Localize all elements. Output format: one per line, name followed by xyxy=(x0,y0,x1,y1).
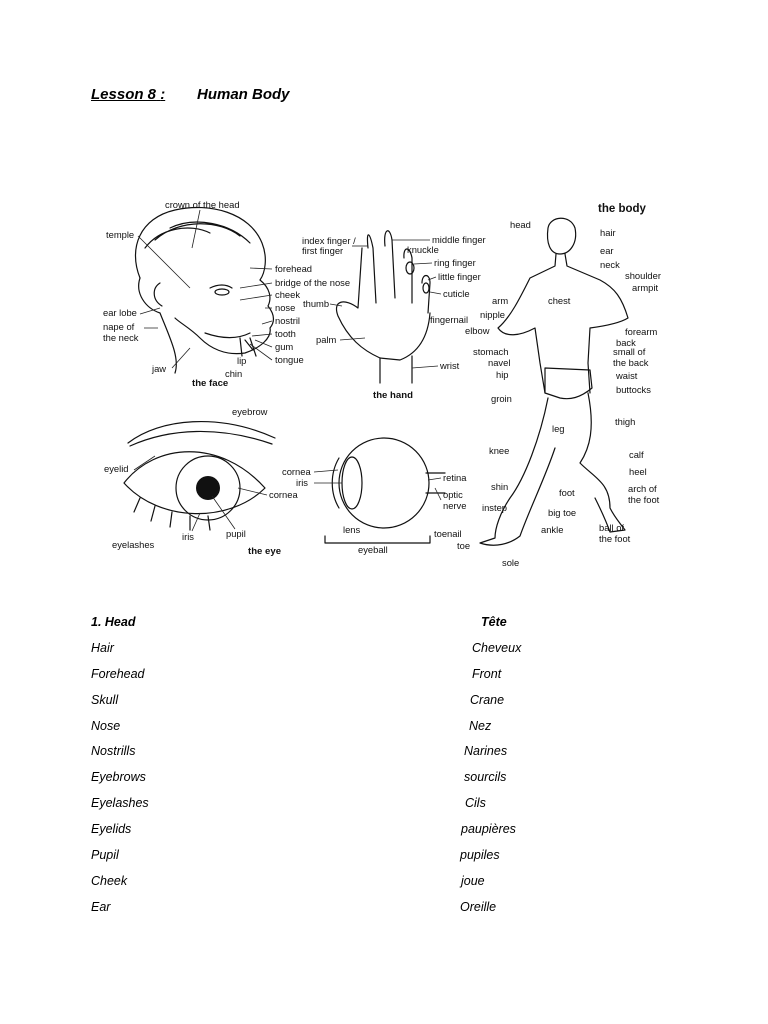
face-label-gum: gum xyxy=(275,341,294,352)
face-label-nape2: the neck xyxy=(103,332,139,343)
body-label-arm: arm xyxy=(492,295,509,306)
body-label-toe: toe xyxy=(457,540,471,551)
hand-label-little: little finger xyxy=(438,271,481,282)
vocab-french: Crane xyxy=(470,693,505,707)
face-label-nostril: nostril xyxy=(275,315,301,326)
body-label-head: head xyxy=(510,219,531,230)
face-drawing xyxy=(103,199,350,389)
body-label-arch1: arch of xyxy=(628,483,657,494)
face-label-nape1: nape of xyxy=(103,321,135,332)
vocab-french: Cheveux xyxy=(472,641,522,655)
vocab-french: Front xyxy=(472,667,502,681)
vocab-french: sourcils xyxy=(464,770,507,784)
body-label-leg: leg xyxy=(552,423,565,434)
vocab-english: Forehead xyxy=(91,667,145,681)
body-label-instep: instep xyxy=(482,502,508,513)
face-label-nose: nose xyxy=(275,302,296,313)
body-label-smallof1: small of xyxy=(613,346,646,357)
body-label-waist: waist xyxy=(616,370,638,381)
eyeball-label-optic: optic xyxy=(443,489,463,500)
body-label-chest: chest xyxy=(548,295,571,306)
face-label-forehead: forehead xyxy=(275,263,313,274)
face-label-crown: crown of the head xyxy=(165,199,240,210)
face-label-tongue: tongue xyxy=(275,354,304,365)
eyeball-label-iris: iris xyxy=(296,477,308,488)
body-label-groin: groin xyxy=(491,393,512,404)
face-label-lip: lip xyxy=(237,355,247,366)
body-label-buttocks: buttocks xyxy=(616,384,651,395)
vocab-heading-french: Tête xyxy=(481,615,507,629)
body-label-shoulder: shoulder xyxy=(625,270,661,281)
hand-label-ring: ring finger xyxy=(434,257,476,268)
hand-label-index2: first finger xyxy=(302,245,344,256)
vocab-english: Skull xyxy=(91,693,119,707)
body-label-ankle: ankle xyxy=(541,524,564,535)
eye-label-iris: iris xyxy=(182,531,194,542)
vocab-french: Nez xyxy=(469,719,492,733)
vocab-english: Eyelids xyxy=(91,822,132,836)
vocab-english: Hair xyxy=(91,641,114,655)
face-label-jaw: jaw xyxy=(152,363,167,374)
body-label-sole: sole xyxy=(502,557,520,568)
vocab-heading-english: 1. Head xyxy=(91,615,136,629)
body-label-neck: neck xyxy=(600,259,620,270)
body-label-bigtoe: big toe xyxy=(548,507,577,518)
eye-caption: the eye xyxy=(248,546,282,557)
vocab-english: Nose xyxy=(91,719,121,733)
face-label-bridge: bridge of the nose xyxy=(275,277,351,288)
lesson-topic: Human Body xyxy=(197,86,290,103)
hand-label-middle: middle finger xyxy=(432,234,486,245)
body-label-ear: ear xyxy=(600,245,614,256)
hand-label-cuticle: cuticle xyxy=(443,288,470,299)
face-label-tooth: tooth xyxy=(275,328,296,339)
body-label-navel: navel xyxy=(488,357,511,368)
lesson-number: Lesson 8 : xyxy=(91,86,166,103)
body-label-shin: shin xyxy=(491,481,509,492)
body-label-back: back xyxy=(616,337,636,348)
body-label-knee: knee xyxy=(489,445,510,456)
face-label-temple: temple xyxy=(106,229,135,240)
body-label-ballof2: the foot xyxy=(599,533,631,544)
eyeball-label-cornea: cornea xyxy=(282,466,311,477)
body-label-calf: calf xyxy=(629,449,644,460)
hand-label-wrist: wrist xyxy=(440,360,460,371)
vocab-english: Pupil xyxy=(91,848,119,862)
vocab-french: paupières xyxy=(461,822,516,836)
body-label-elbow: elbow xyxy=(465,325,490,336)
eyeball-label-lens: lens xyxy=(343,524,361,535)
vocab-english: Eyelashes xyxy=(91,796,149,810)
eye-label-pupil: pupil xyxy=(226,528,246,539)
body-label-stomach: stomach xyxy=(473,346,509,357)
lesson-title xyxy=(91,86,290,103)
body-label-toenail: toenail xyxy=(434,528,462,539)
body-label-nipple: nipple xyxy=(480,309,506,320)
eye-label-eyelid: eyelid xyxy=(104,463,129,474)
vocab-english: Eyebrows xyxy=(91,770,146,784)
body-label-forearm: forearm xyxy=(625,326,658,337)
eye-label-eyelashes: eyelashes xyxy=(112,539,155,550)
body-label-arch2: the foot xyxy=(628,494,660,505)
eye-drawing xyxy=(104,406,298,557)
hand-caption: the hand xyxy=(373,390,413,401)
vocab-english: Nostrills xyxy=(91,744,136,758)
eyeball-label-retina: retina xyxy=(443,472,467,483)
eye-label-cornea: cornea xyxy=(269,489,298,500)
face-label-earlobe: ear lobe xyxy=(103,307,137,318)
vocab-english: Ear xyxy=(91,900,111,914)
body-caption: the body xyxy=(598,203,646,215)
body-label-smallof2: the back xyxy=(613,357,649,368)
hand-label-thumb: thumb xyxy=(303,298,330,309)
body-label-hair: hair xyxy=(600,227,616,238)
face-caption: the face xyxy=(192,378,229,389)
vocab-english: Cheek xyxy=(91,874,128,888)
hand-label-index1: index finger / xyxy=(302,235,356,246)
body-label-hip: hip xyxy=(496,369,509,380)
vocab-french: Oreille xyxy=(460,900,497,914)
body-label-armpit: armpit xyxy=(632,282,659,293)
vocab-french: Cils xyxy=(465,796,486,810)
hand-label-fingernail: fingernail xyxy=(430,314,469,325)
hand-drawing xyxy=(302,231,486,401)
body-label-foot: foot xyxy=(559,487,575,498)
vocab-french: Narines xyxy=(464,744,508,758)
body-label-thigh: thigh xyxy=(615,416,636,427)
anatomy-svg xyxy=(100,188,670,576)
anatomy-illustration xyxy=(100,188,670,576)
face-label-chin: chin xyxy=(225,368,243,379)
hand-label-palm: palm xyxy=(316,334,337,345)
body-label-heel: heel xyxy=(629,466,647,477)
eyeball-label-eyeball: eyeball xyxy=(358,544,388,555)
face-label-cheek: cheek xyxy=(275,289,301,300)
vocab-french: pupiles xyxy=(460,848,500,862)
eyeball-label-nerve: nerve xyxy=(443,500,467,511)
vocab-french: joue xyxy=(461,874,485,888)
eye-label-eyebrow: eyebrow xyxy=(232,406,268,417)
hand-label-knuckle: knuckle xyxy=(407,244,439,255)
body-label-ballof1: ball of xyxy=(599,522,625,533)
